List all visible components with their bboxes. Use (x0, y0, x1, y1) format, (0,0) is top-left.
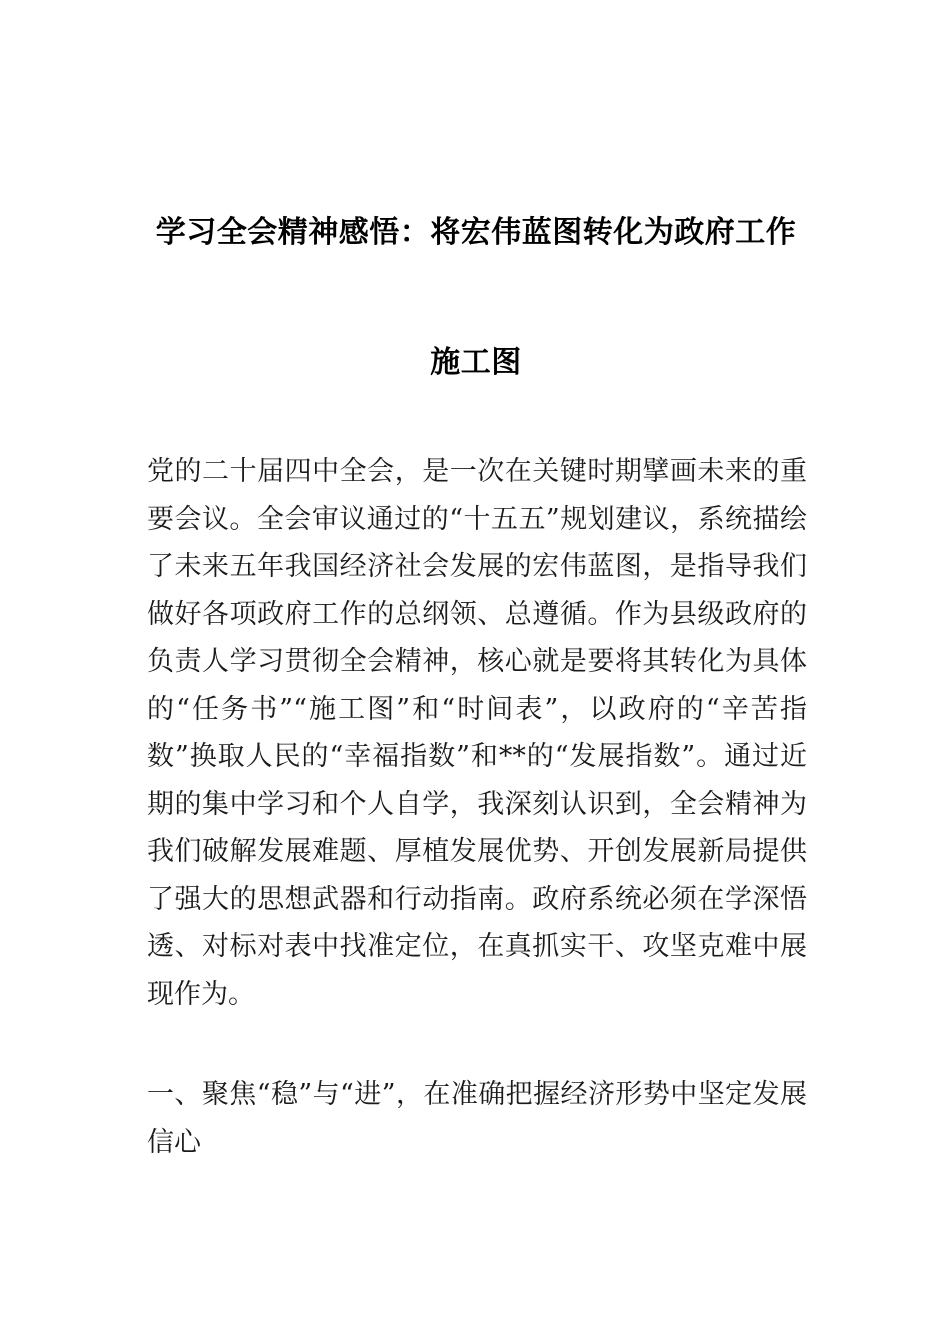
page-title: 学习全会精神感悟：将宏伟蓝图转化为政府工作施工图 (155, 215, 797, 381)
section-heading-one: 一、聚焦“稳”与“进”，在准确把握经济形势中坚定发展信心 (147, 1079, 807, 1158)
document-body (147, 448, 807, 1166)
paragraph-intro: 党的二十届四中全会，是一次在关键时期擘画未来的重要会议。全会审议通过的“十五五”规划建议，系统描绘了未来五年我国经济社会发展的宏伟蓝图，是指导我们做好各项政府工作的总纲领、总遵循。作为县级政府的负责人学习贯彻全会精神，核心就是要将其转化为具体的“任务书”“施工图”和“时间表”，以政府的“辛苦指数”换取人民的“幸福指数”和**的“发展指数”。通过近期的集中学习和个人自学，我深刻认识到，全会精神为我们破解发展难题、厚植发展优势、开创发展新局提供了强大的思想武器和行动指南。政府系统必须在学深悟透、对标对表中找准定位，在真抓实干、攻坚克难中展现作为。 (147, 456, 807, 1010)
paragraph-spacer (147, 1018, 807, 1071)
